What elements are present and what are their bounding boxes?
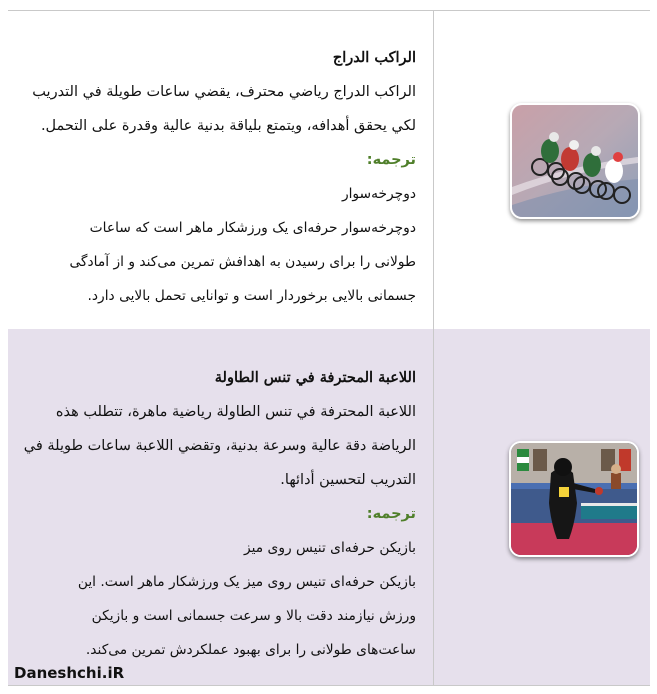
entry-title: اللاعبة المحترفة في تنس الطاولة — [214, 369, 416, 386]
entry-title: الراكب الدراج — [332, 49, 416, 66]
column-divider — [433, 329, 434, 685]
table-row-table-tennis — [8, 329, 650, 686]
persian-line: طولانی را برای رسیدن به اهدافش تمرین می‌کند و از آمادگی — [69, 254, 416, 270]
arabic-line: الرياضة دقة عالية وسرعة بدنية، وتقضي اللاعبة ساعات طويلة في — [23, 438, 416, 454]
text-cell — [21, 361, 416, 667]
persian-title: دوچرخه‌سوار — [341, 186, 416, 202]
persian-line: دوچرخه‌سوار حرفه‌ای یک ورزشکار ماهر است که ساعات — [89, 220, 416, 236]
translation-label: ترجمه: — [366, 152, 416, 168]
persian-line: جسمانی بالایی برخوردار است و توانایی تحمل بالایی دارد. — [87, 288, 416, 304]
persian-line: ورزش نیازمند دقت بالا و سرعت جسمانی است و بازیکن — [91, 608, 416, 624]
cyclists-photo — [510, 103, 640, 219]
persian-line: بازیکن حرفه‌ای تنیس روی میز یک ورزشکار ماهر است. این — [77, 574, 416, 590]
persian-title: بازیکن حرفه‌ای تنیس روی میز — [243, 540, 416, 556]
text-cell — [21, 41, 416, 313]
watermark: Daneshchi.iR — [14, 664, 125, 682]
arabic-line: التدريب لتحسين أدائها. — [280, 472, 416, 488]
arabic-line: اللاعبة المحترفة في تنس الطاولة رياضية ماهرة، تتطلب هذه — [55, 404, 416, 420]
arabic-line: لكي يحقق أهدافه، ويتمتع بلياقة بدنية عالية وقدرة على التحمل. — [40, 118, 416, 134]
arabic-line: الراكب الدراج رياضي محترف، يقضي ساعات طويلة في التدريب — [32, 84, 416, 100]
persian-line: ساعت‌های طولانی را برای بهبود عملکردش تمرین می‌کند. — [85, 642, 416, 658]
column-divider — [433, 11, 434, 329]
table-row-cyclist — [8, 10, 650, 330]
translation-label: ترجمه: — [366, 506, 416, 522]
table-tennis-player-photo — [509, 441, 639, 557]
